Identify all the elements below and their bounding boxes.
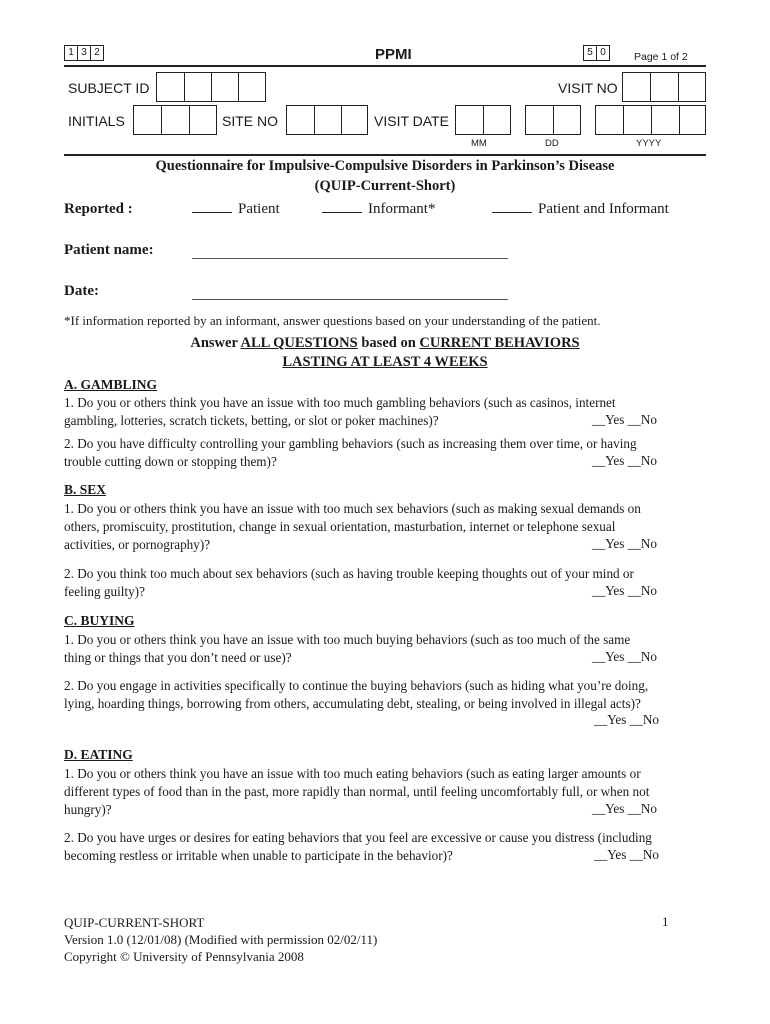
reported-patient-option[interactable]: [192, 201, 280, 218]
footer-version: Version 1.0 (12/01/08) (Modified with permission 02/02/11): [64, 932, 378, 947]
visit-date-yyyy-field[interactable]: [595, 105, 706, 135]
fields-rule: [64, 154, 706, 156]
reported-informant-text: Informant*: [368, 201, 436, 217]
informant-note: *If information reported by an informant, answer questions based on your understanding of the patient.: [64, 313, 601, 328]
subject-id-label: SUBJECT ID: [68, 80, 150, 96]
title-line1: Questionnaire for Impulsive-Compulsive Disorders in Parkinson’s Disease: [155, 158, 615, 174]
page-code-digit: 0: [596, 45, 610, 61]
site-no-label: SITE NO: [222, 113, 279, 129]
answer-choices[interactable]: __Yes __No: [592, 453, 657, 468]
reported-patient-blank[interactable]: [192, 212, 232, 213]
instruction-based-on: based on: [361, 335, 416, 351]
question-text: 2. Do you think too much about sex behaviors (such as having trouble keeping thoughts out of your mind or feeling guilty)?: [64, 566, 634, 599]
study-name: PPMI: [375, 46, 412, 63]
yyyy-caption: YYYY: [636, 138, 662, 149]
answer-choices[interactable]: __Yes __No: [592, 801, 657, 816]
subject-id-field[interactable]: [156, 72, 266, 102]
reported-both-blank[interactable]: [492, 212, 532, 213]
question-text: 1. Do you or others think you have an issue with too much gambling behaviors (such as casinos, internet gambling, lotteries, scratch tickets, betting, or slot or poker machines)?: [64, 395, 616, 428]
form-code: [64, 45, 103, 61]
instruction-current-behaviors: CURRENT BEHAVIORS: [419, 335, 580, 351]
section-title: A. GAMBLING: [64, 377, 158, 392]
patient-name-label: Patient name:: [64, 242, 154, 258]
visit-date-mm-field[interactable]: [455, 105, 511, 135]
section-title: B. SEX: [64, 482, 107, 497]
date-label: Date:: [64, 283, 99, 299]
footer: [64, 914, 377, 965]
footer-copyright: Copyright © University of Pennsylvania 2008: [64, 949, 304, 964]
visit-no-field[interactable]: [622, 72, 706, 102]
initials-label: INITIALS: [68, 113, 125, 129]
reported-both-text: Patient and Informant: [538, 201, 669, 217]
reported-label: Reported :: [64, 201, 133, 217]
reported-informant-option[interactable]: [322, 201, 435, 218]
form-code-digit: 2: [90, 45, 104, 61]
question-text: 1. Do you or others think you have an issue with too much buying behaviors (such as too much of the same thing or things that you don’t need or use)?: [64, 632, 631, 665]
visit-no-label: VISIT NO: [558, 80, 618, 96]
answer-choices[interactable]: __Yes __No: [592, 649, 657, 664]
instruction-all-questions: ALL QUESTIONS: [240, 335, 358, 351]
reported-both-option[interactable]: [492, 201, 669, 218]
footer-name: QUIP-CURRENT-SHORT: [64, 915, 205, 930]
instruction-line1: [64, 335, 706, 352]
site-no-field[interactable]: [286, 105, 368, 135]
instruction-answer: Answer: [190, 335, 238, 351]
initials-field[interactable]: [133, 105, 217, 135]
page-label: Page 1 of 2: [634, 51, 688, 63]
form-code-digit: 3: [77, 45, 91, 61]
dd-caption: DD: [545, 138, 559, 149]
answer-choices[interactable]: __Yes __No: [592, 412, 657, 427]
page-code: [583, 45, 609, 61]
answer-choices[interactable]: __Yes __No: [592, 583, 657, 598]
question-text: 2. Do you have urges or desires for eating behaviors that you feel are excessive or cause you distress (including becoming restless or irritable when unable to participate in the behavior)?: [64, 830, 652, 863]
header-rule: [64, 65, 706, 67]
page-number: 1: [662, 914, 669, 929]
answer-choices[interactable]: __Yes __No: [594, 847, 659, 862]
page-code-digit: 5: [583, 45, 597, 61]
section-title: D. EATING: [64, 747, 133, 762]
visit-date-label: VISIT DATE: [374, 113, 449, 129]
reported-patient-text: Patient: [238, 201, 280, 217]
reported-informant-blank[interactable]: [322, 212, 362, 213]
answer-choices[interactable]: __Yes __No: [592, 536, 657, 551]
question-text: 1. Do you or others think you have an issue with too much eating behaviors (such as eating larger amounts or different types of food than in the past, more rapidly than normal, until feeling uncomfortably full, or when not hungry)?: [64, 766, 650, 817]
title-line2: (QUIP-Current-Short): [314, 178, 456, 194]
instruction-line2: LASTING AT LEAST 4 WEEKS: [282, 354, 488, 370]
question-text: 1. Do you or others think you have an issue with too much sex behaviors (such as making sexual demands on others, promiscuity, prostitution, change in sexual orientation, masturbation, internet or telephone sexual activities, or pornography)?: [64, 501, 641, 552]
section-title: C. BUYING: [64, 613, 135, 628]
form-code-digit: 1: [64, 45, 78, 61]
patient-name-line[interactable]: [192, 258, 508, 259]
visit-date-dd-field[interactable]: [525, 105, 581, 135]
question-text: 2. Do you engage in activities specifically to continue the buying behaviors (such as hiding what you’re doing, lying, hoarding things, borrowing from others, accumulating debt, stealing, or being involved in illegal acts)?: [64, 678, 649, 711]
date-line[interactable]: [192, 299, 508, 300]
mm-caption: MM: [471, 138, 487, 149]
question-text: 2. Do you have difficulty controlling your gambling behaviors (such as increasing them over time, or having trouble cutting down or stopping them)?: [64, 436, 637, 469]
answer-choices[interactable]: __Yes __No: [594, 712, 659, 727]
